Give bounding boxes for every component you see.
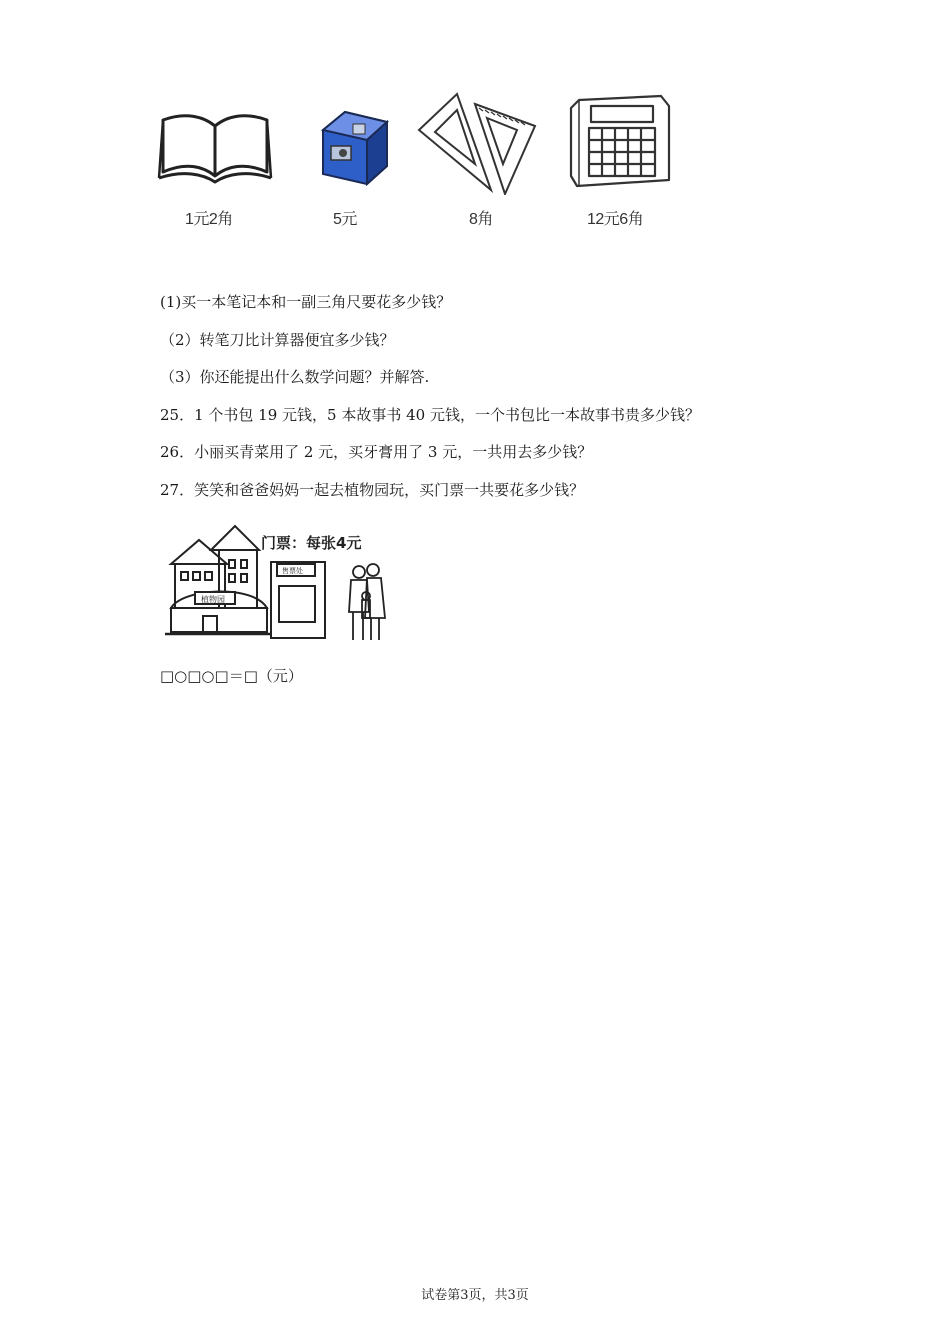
garden-illustration — [163, 522, 408, 644]
question-24-2: （2）转笔刀比计算器便宜多少钱？ — [160, 331, 395, 349]
question-25: 25．1 个书包 19 元钱，5 本故事书 40 元钱，一个书包比一本故事书贵多少钱？ — [160, 406, 700, 424]
product-notebook — [155, 90, 285, 230]
notebook-icon — [155, 90, 275, 190]
price-triangles: 8角 — [469, 211, 493, 228]
price-notebook: 1元2角 — [185, 211, 233, 228]
product-calculator — [565, 90, 695, 230]
booth-sign: 售票处 — [282, 567, 303, 575]
question-27: 27．笑笑和爸爸妈妈一起去植物园玩，买门票一共要花多少钱？ — [160, 481, 585, 499]
product-row — [155, 90, 695, 240]
question-24-1: (1)买一本笔记本和一副三角尺要花多少钱？ — [160, 293, 452, 311]
ticket-price-label: 门票：每张4元 — [261, 534, 362, 552]
question-24-3: （3）你还能提出什么数学问题？并解答. — [160, 368, 430, 386]
question-26: 26．小丽买青菜用了 2 元，买牙膏用了 3 元，一共用去多少钱？ — [160, 443, 593, 461]
question-27-answer-template: □○□○□＝□（元） — [160, 667, 303, 685]
triangle-rulers-icon — [413, 90, 538, 195]
calculator-icon — [565, 90, 675, 190]
page-footer: 试卷第3页，共3页 — [421, 1288, 529, 1303]
price-sharpener: 5元 — [333, 211, 357, 228]
pencil-sharpener-icon — [315, 90, 395, 190]
price-calculator: 12元6角 — [587, 211, 644, 228]
building-sign: 植物园 — [201, 595, 225, 604]
product-triangles — [413, 90, 543, 230]
